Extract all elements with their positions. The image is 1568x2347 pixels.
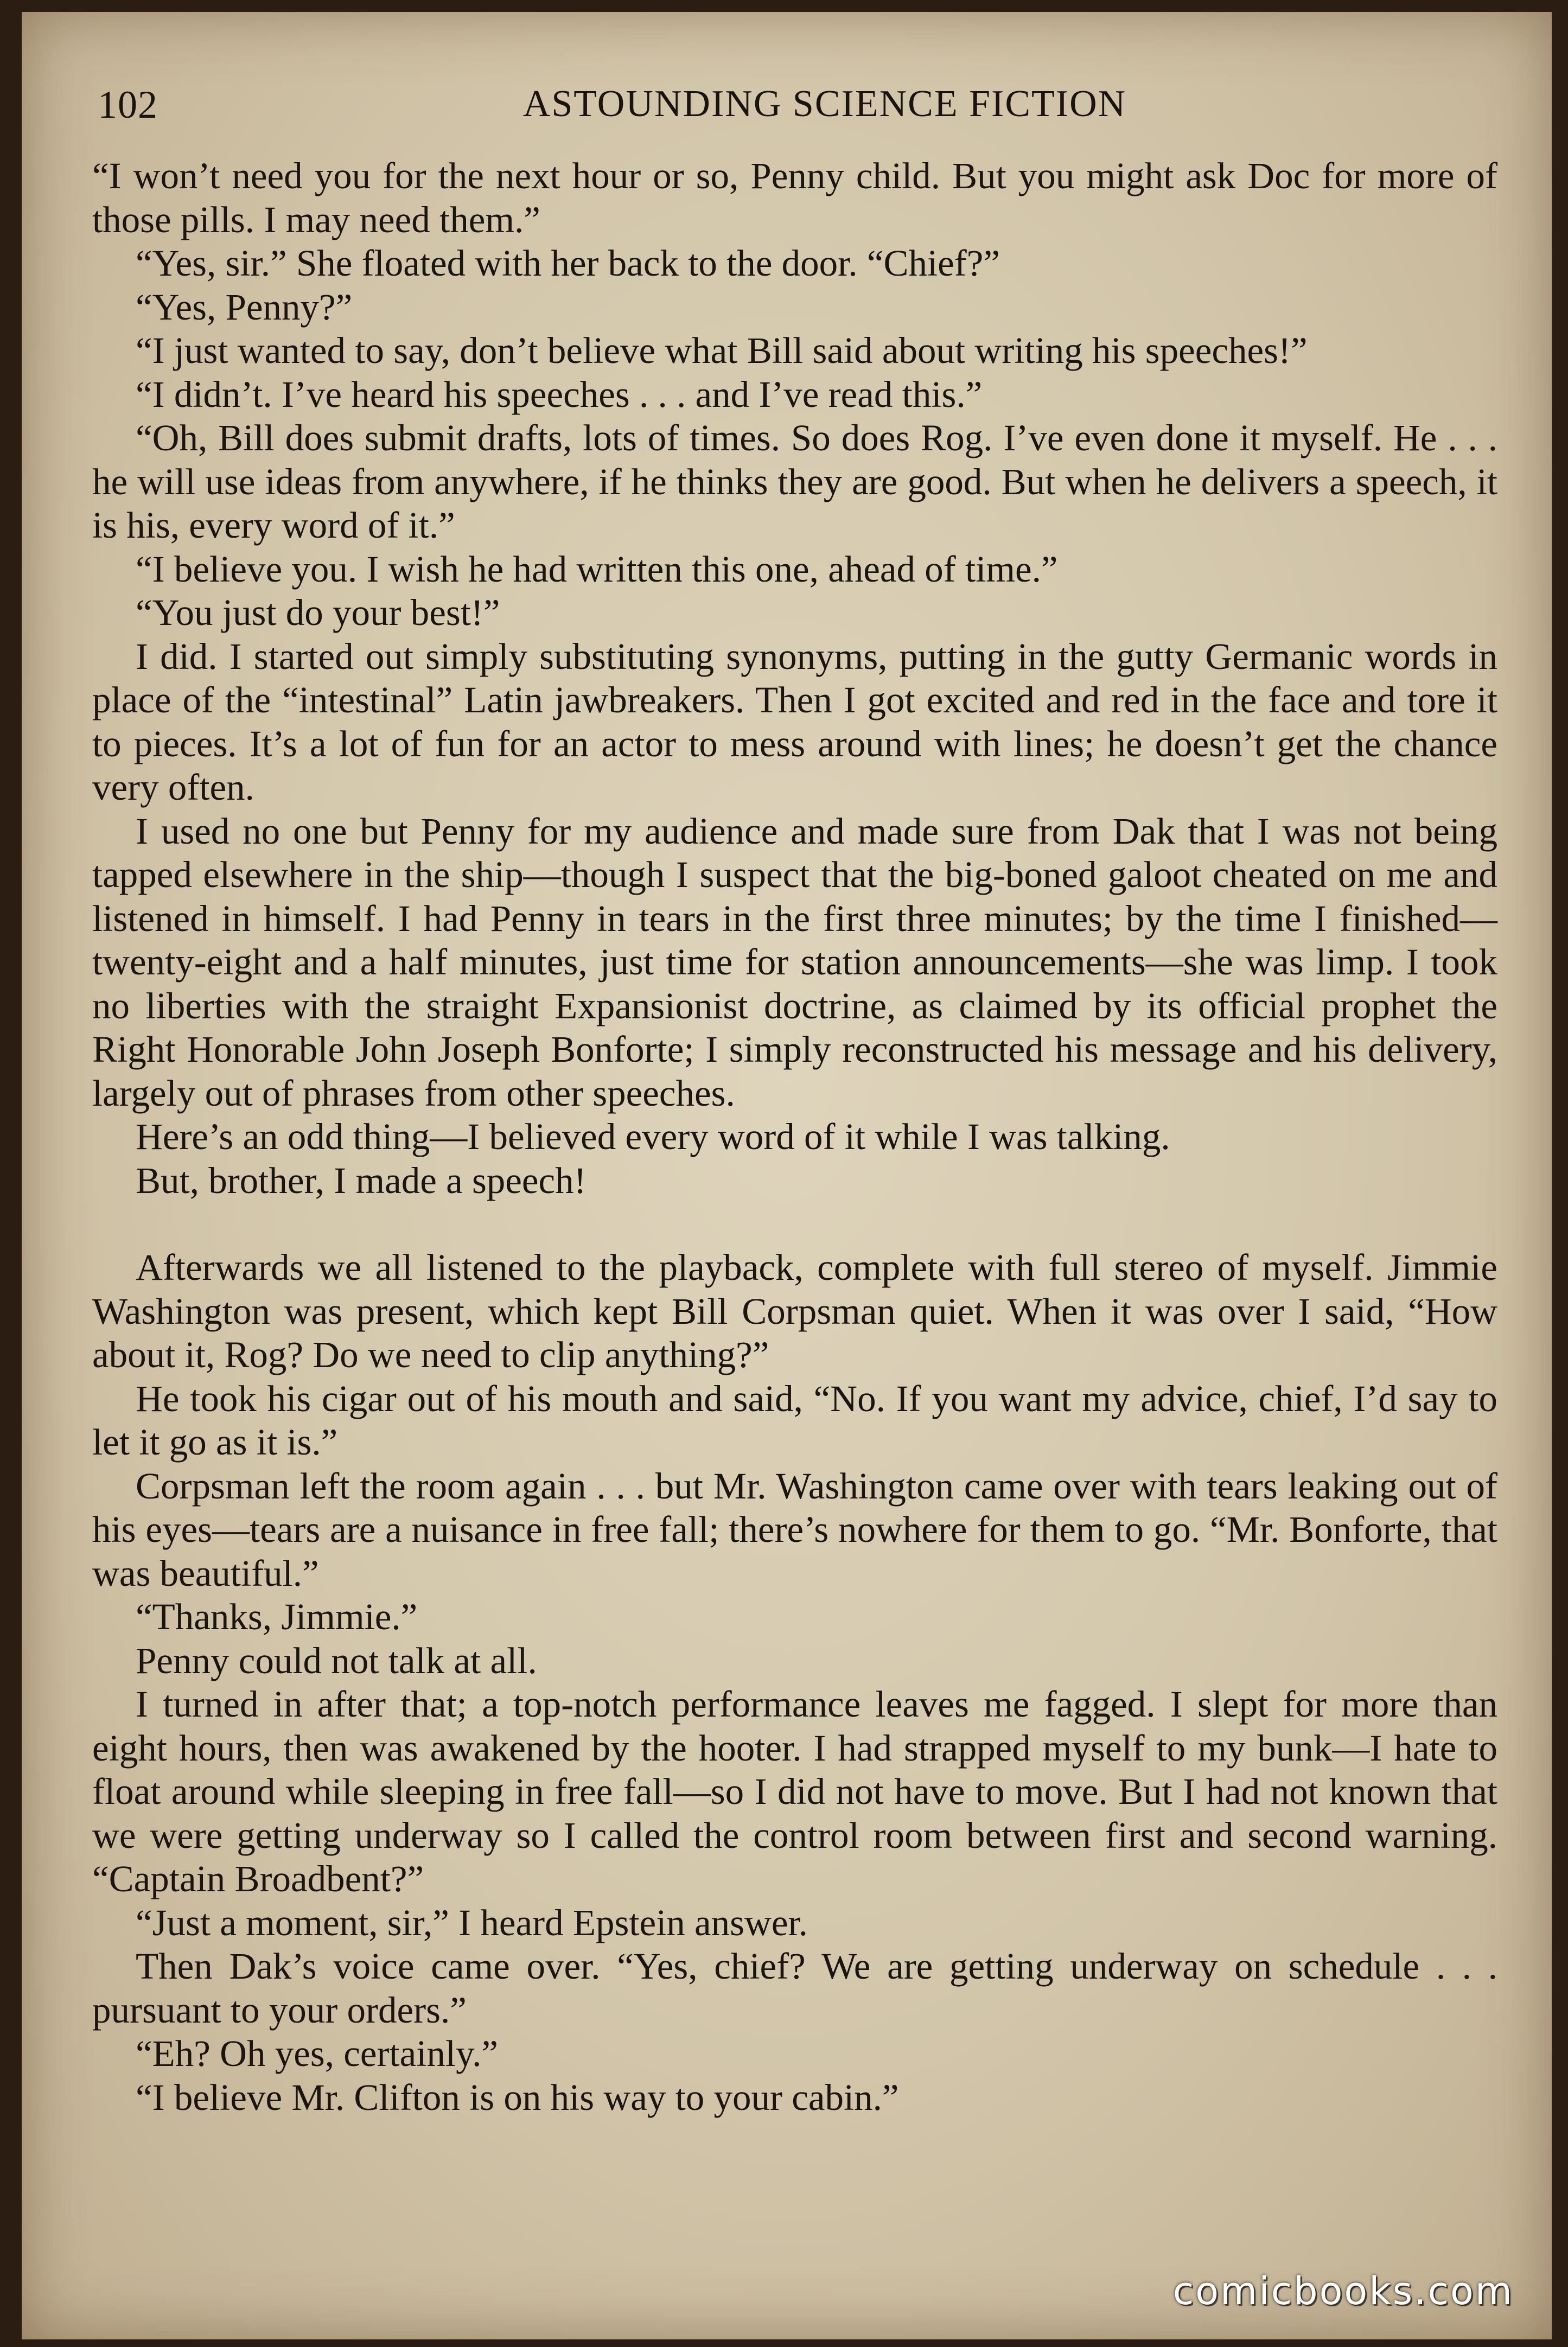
paragraph: “Just a moment, sir,” I heard Epstein answer. — [136, 1902, 808, 1943]
watermark: comicbooks.com — [1172, 2269, 1514, 2313]
page-number: 102 — [98, 83, 158, 126]
paragraph: “I believe Mr. Clifton is on his way to your cabin.” — [136, 2076, 899, 2118]
paragraph: “Yes, Penny?” — [136, 286, 353, 328]
body-text — [92, 154, 1497, 2119]
paragraph: “Thanks, Jimmie.” — [136, 1596, 418, 1637]
paragraph: “Yes, sir.” She floated with her back to the door. “Chief?” — [136, 243, 1000, 284]
paragraph: “Oh, Bill does submit drafts, lots of times. So does Rog. I’ve even done it myself. He . . . he will use ideas from anywhere, if he thinks they are good. But when he delivers a speech, it is his, every word of it.” — [92, 417, 1497, 546]
paragraph: “I didn’t. I’ve heard his speeches . . . and I’ve read this.” — [136, 373, 983, 415]
paragraph: “I just wanted to say, don’t believe what Bill said about writing his speeches!” — [136, 330, 1308, 371]
paragraph: “Eh? Oh yes, certainly.” — [136, 2033, 498, 2074]
paragraph: Afterwards we all listened to the playback, complete with full stereo of myself. Jimmie Washington was present, which kept Bill Corpsman quiet. When it was over I said, “How about it, Rog? Do we need to clip anything?” — [92, 1247, 1497, 1375]
paragraph: “You just do your best!” — [136, 592, 500, 633]
paragraph: Here’s an odd thing—I believed every word of it while I was talking. — [136, 1116, 1170, 1157]
paragraph: Then Dak’s voice came over. “Yes, chief? We are getting underway on schedule . . . pursuant to your orders.” — [92, 1946, 1497, 2031]
page-header — [22, 82, 1552, 142]
paragraph: He took his cigar out of his mouth and said, “No. If you want my advice, chief, I’d say to let it go as it is.” — [92, 1377, 1497, 1463]
running-head: ASTOUNDING SCIENCE FICTION — [522, 83, 1127, 125]
paragraph: I did. I started out simply substituting synonyms, putting in the gutty Germanic words in place of the “intestinal” Latin jawbreakers. Then I got excited and red in the face and tore it to pieces. It’s a lot of fun for an actor to mess around with lines; he doesn’t get the chance very often. — [92, 635, 1497, 808]
paragraph: Corpsman left the room again . . . but Mr. Washington came over with tears leaking out of his eyes—tears are a nuisance in free fall; there’s nowhere for them to go. “Mr. Bonforte, that was beautiful.” — [92, 1465, 1497, 1594]
paragraph: But, brother, I made a speech! — [136, 1159, 587, 1201]
paragraph: Penny could not talk at all. — [136, 1640, 537, 1681]
paragraph: “I won’t need you for the next hour or so, Penny child. But you might ask Doc for more of those pills. I may need them.” — [92, 155, 1497, 240]
paragraph: I used no one but Penny for my audience and made sure from Dak that I was not being tapped elsewhere in the ship—though I suspect that the big-boned galoot cheated on me and listened in himself. I had Penny in tears in the first three minutes; by the time I finished—twenty-eight and a half minutes, just time for station announcements—she was limp. I took no liberties with the straight Expansionist doctrine, as claimed by its official prophet the Right Honorable John Joseph Bonforte; I simply reconstructed his message and his delivery, largely out of phrases from other speeches. — [92, 810, 1497, 1114]
paragraph: I turned in after that; a top-notch performance leaves me fagged. I slept for more than eight hours, then was awakened by the hooter. I had strapped myself to my bunk—I hate to float around while sleeping in free fall—so I did not have to move. But I had not known that we were getting underway so I called the control room between first and second warning. “Captain Broadbent?” — [92, 1683, 1497, 1899]
book-page — [22, 12, 1552, 2339]
paragraph: “I believe you. I wish he had written this one, ahead of time.” — [136, 548, 1058, 590]
